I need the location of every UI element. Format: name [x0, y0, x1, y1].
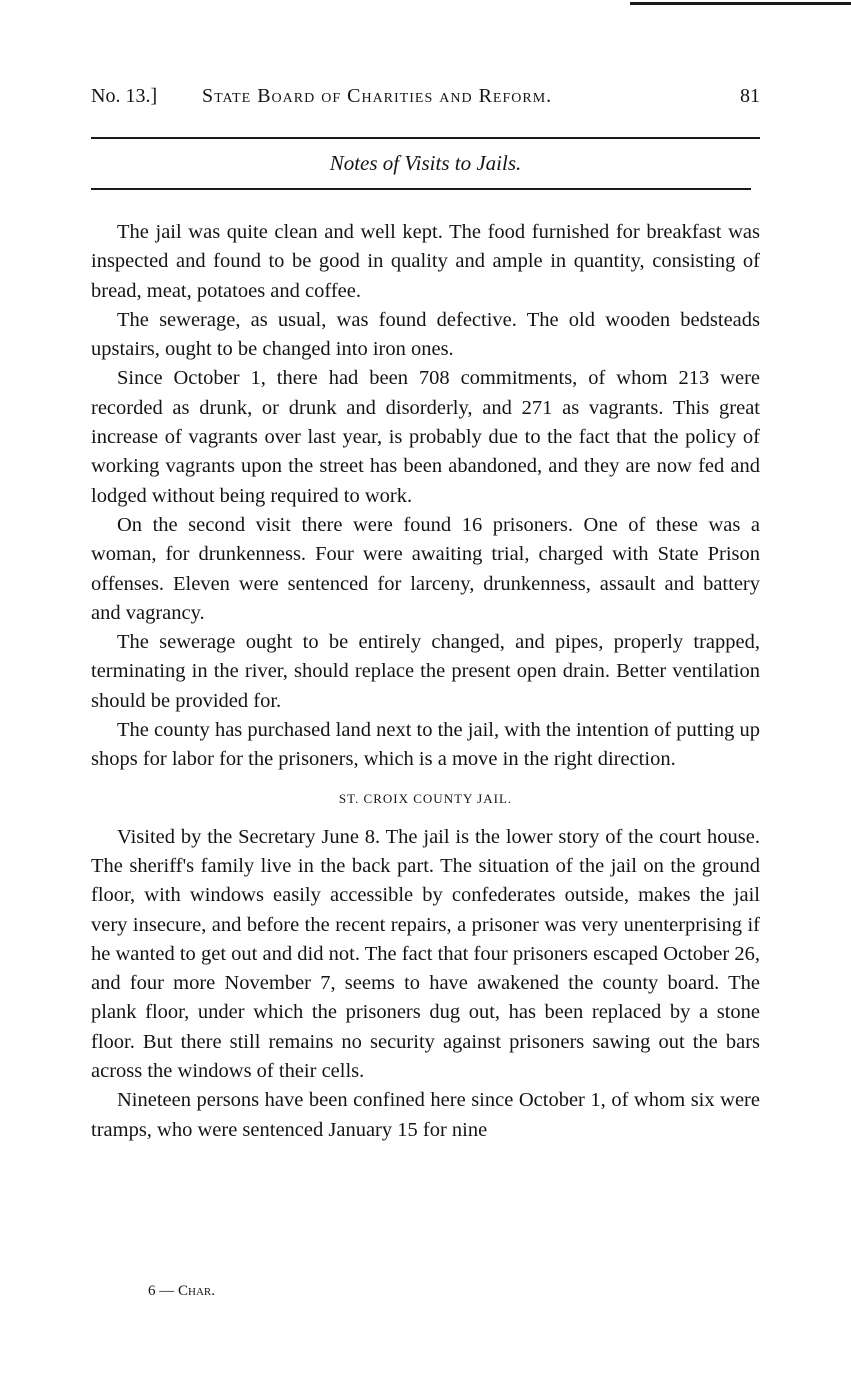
- header-title: State Board of Charities and Reform.: [202, 85, 553, 107]
- signature-mark: [148, 1279, 215, 1303]
- paragraph: The sewerage ought to be entirely changed, and pipes, properly trapped, terminating in the river, should replace the present open drain. Better ventilation should be provided for.: [91, 631, 760, 712]
- running-header: [91, 80, 760, 112]
- paragraph: Since October 1, there had been 708 commitments, of whom 213 were recorded as drunk, or drunk and disorderly, and 271 as vagrants. This great increase of vagrants over last year, is probably due to the fact that the policy of working vagrants upon the street has been abandoned, and they are now fed and lodged without being required to work.: [91, 367, 760, 507]
- body-text: [91, 218, 760, 1145]
- paragraph: On the second visit there were found 16 prisoners. One of these was a woman, for drunkenness. Four were awaiting trial, charged with State Prison offenses. Eleven were sentenced for larceny, drunkenness, assault and battery and vagrancy.: [91, 513, 760, 624]
- page-number: 81: [740, 85, 760, 107]
- header-rule-bottom: [91, 188, 751, 190]
- paragraph: Nineteen persons have been confined here since October 1, of whom six were tramps, who were sentenced January 15 for nine: [91, 1089, 760, 1141]
- paragraph: The jail was quite clean and well kept. The food furnished for breakfast was inspected and found to be good in quality and ample in quantity, consisting of bread, meat, potatoes and coffee.: [91, 221, 760, 302]
- header-rule-top: [91, 137, 760, 139]
- document-number: No. 13.]: [91, 85, 158, 107]
- paragraph: Visited by the Secretary June 8. The jail is the lower story of the court house. The sheriff's family live in the back part. The situation of the jail on the ground floor, with windows easily accessible by confederates outside, makes the jail very insecure, and before the recent repairs, a prisoner was very unenterprising if he wanted to get out and did not. The fact that four prisoners escaped October 26, and four more November 7, seems to have awakened the county board. The plank floor, under which the prisoners dug out, has been replaced by a stone floor. But there still remains no security against prisoners sawing out the bars across the windows of their cells.: [91, 825, 760, 1083]
- paragraph: The sewerage, as usual, was found defective. The old wooden bedsteads upstairs, ought to be changed into iron ones.: [91, 308, 760, 361]
- section-title: Notes of Visits to Jails.: [329, 151, 522, 175]
- signature-text: 6 — Char.: [148, 1283, 215, 1299]
- paragraph: The county has purchased land next to the jail, with the intention of putting up shops for labor for the prisoners, which is a move in the right direction.: [91, 719, 760, 771]
- scan-edge-line: [630, 2, 851, 5]
- subheading: ST. CROIX COUNTY JAIL.: [338, 790, 513, 806]
